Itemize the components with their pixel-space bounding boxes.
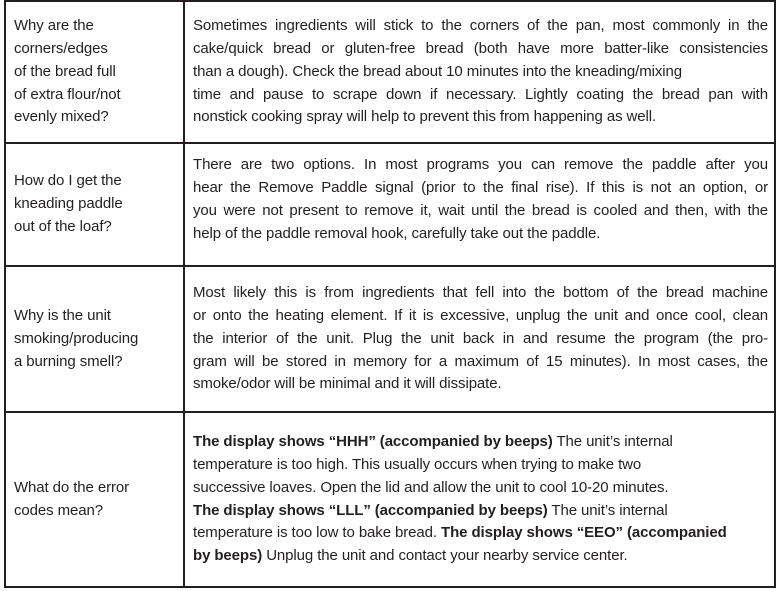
table-row xyxy=(5,266,775,413)
question-line: out of the loaf? xyxy=(14,218,112,236)
answer-line xyxy=(193,522,768,545)
question-line: of the bread full xyxy=(14,62,116,80)
error-label-eeo-cont: by beeps) xyxy=(193,547,263,565)
answer-line xyxy=(193,545,768,568)
answer-line: temperature is too high. This usually occurs when trying to make two xyxy=(193,456,642,474)
question-line: a burning smell? xyxy=(14,352,123,370)
error-text: The unit’s internal xyxy=(547,501,668,519)
answer-line: successive loaves. Open the lid and allow the unit to cool 10-20 minutes. xyxy=(193,478,669,496)
answer-line: Sometimes ingredients will stick to the corners of the pan, most commonly in the xyxy=(193,17,768,35)
answer-line: time and pause to scrape down if necessary. Lightly coating the bread pan with xyxy=(193,85,768,103)
answer-line: gram will be stored in memory for a maximum of 15 minutes). In most cases, the xyxy=(193,352,768,370)
question-line: How do I get the xyxy=(14,172,122,190)
question-cell xyxy=(5,266,184,413)
answer-line: There are two options. In most programs you can remove the paddle after you xyxy=(193,156,768,174)
answer-line: cake/quick bread or gluten-free bread (both have more batter-like consistencies xyxy=(193,40,768,58)
answer-line xyxy=(193,431,768,454)
error-label-lll: The display shows “LLL” (accompanied by beeps) xyxy=(193,501,548,519)
question-cell xyxy=(5,1,184,143)
error-text: Unplug the unit and contact your nearby service center. xyxy=(262,547,628,565)
table-row xyxy=(5,143,775,265)
error-text: temperature is too low to bake bread. xyxy=(193,524,442,542)
answer-cell xyxy=(184,266,775,413)
error-label-eeo: The display shows “EEO” (accompanied xyxy=(441,524,727,542)
table-row xyxy=(5,412,775,587)
answer-cell xyxy=(184,143,775,265)
faq-table xyxy=(4,0,776,588)
question-line: What do the error xyxy=(14,478,130,496)
question-line: evenly mixed? xyxy=(14,108,109,126)
question-line: smoking/producing xyxy=(14,329,139,347)
error-label-hhh: The display shows “HHH” (accompanied by beeps) xyxy=(193,433,553,451)
answer-cell xyxy=(184,1,775,143)
answer-line: nonstick cooking spray will help to prevent this from happening as well. xyxy=(193,108,657,126)
answer-line: than a dough). Check the bread about 10 minutes into the kneading/mixing xyxy=(193,62,682,80)
table-row xyxy=(5,1,775,143)
question-line: codes mean? xyxy=(14,501,103,519)
question-cell xyxy=(5,412,184,587)
answer-line: Most likely this is from ingredients that fell into the bottom of the bread machine xyxy=(193,284,768,302)
error-text: The unit’s internal xyxy=(552,433,673,451)
answer-line: hear the Remove Paddle signal (prior to the final rise). If this is not an option, or xyxy=(193,179,768,197)
answer-cell xyxy=(184,412,775,587)
answer-line: help of the paddle removal hook, carefully take out the paddle. xyxy=(193,224,601,242)
question-line: of extra flour/not xyxy=(14,85,121,103)
answer-line: you were not present to remove it, wait until the bread is cooled and then, with the xyxy=(193,202,768,220)
answer-line: smoke/odor will be minimal and it will dissipate. xyxy=(193,375,502,393)
question-line: Why is the unit xyxy=(14,306,111,324)
question-line: Why are the xyxy=(14,17,94,35)
question-line: kneading paddle xyxy=(14,195,123,213)
answer-line xyxy=(193,500,768,523)
question-line: corners/edges xyxy=(14,40,108,58)
answer-line: the interior of the unit. Plug the unit back in and resume the program (the pro- xyxy=(193,329,768,347)
question-cell xyxy=(5,143,184,265)
answer-line: or onto the heating element. If it is excessive, unplug the unit and once cool, clean xyxy=(193,306,768,324)
